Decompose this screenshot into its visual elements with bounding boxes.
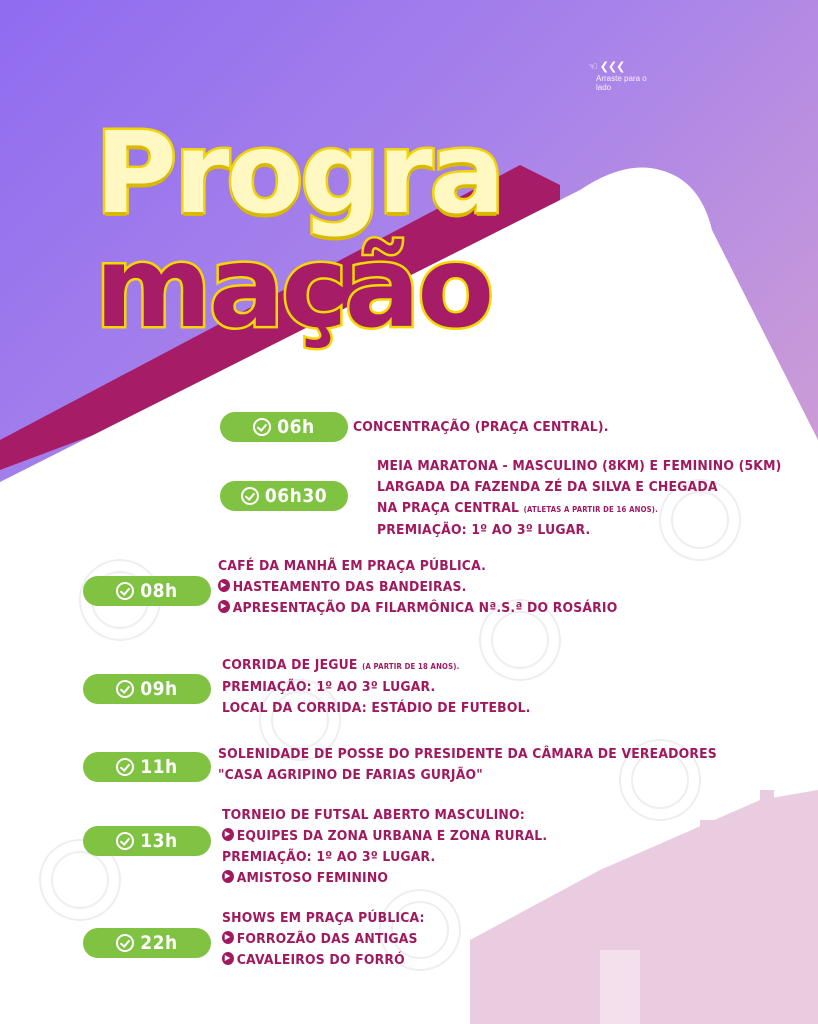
schedule-line: CORRIDA DE JEGUE (A PARTIR DE 18 ANOS). — [222, 657, 460, 673]
schedule-item-22h — [222, 908, 425, 971]
arrow-right-icon — [222, 870, 234, 883]
schedule-line: HASTEAMENTO DAS BANDEIRAS. — [218, 577, 617, 598]
time-badge: 06h — [220, 412, 348, 442]
schedule-line: LARGADA DA FAZENDA ZÉ DA SILVA E CHEGADA — [377, 479, 718, 495]
schedule-line: FORROZÃO DAS ANTIGAS — [222, 929, 425, 950]
arrow-right-icon — [222, 952, 234, 965]
title-line-2: mação — [95, 223, 492, 353]
swipe-hint-text: Arraste para o lado — [596, 74, 647, 92]
schedule-item-08h — [218, 556, 617, 619]
schedule-line: PREMIAÇÃO: 1º AO 3º LUGAR. — [222, 849, 436, 865]
schedule-line: "CASA AGRIPINO DE FARIAS GURJÃO" — [218, 767, 483, 783]
hand-swipe-icon: ☜ ❮❮❮ — [588, 60, 625, 73]
clock-check-icon — [116, 832, 134, 850]
schedule-line: SHOWS EM PRAÇA PÚBLICA: — [222, 910, 425, 926]
schedule-line: CAFÉ DA MANHÃ EM PRAÇA PÚBLICA. — [218, 558, 487, 574]
schedule-item-06h — [353, 417, 609, 438]
time-badge: 08h — [83, 576, 211, 606]
time-badge: 11h — [83, 752, 211, 782]
arrow-right-icon — [218, 579, 230, 592]
schedule-line: TORNEIO DE FUTSAL ABERTO MASCULINO: — [222, 807, 525, 823]
arrow-right-icon — [222, 828, 234, 841]
age-note: (A PARTIR DE 18 ANOS). — [362, 662, 460, 671]
schedule-line: CAVALEIROS DO FORRÓ — [222, 950, 425, 971]
clock-check-icon — [253, 418, 271, 436]
schedule-item-11h — [218, 744, 717, 786]
schedule-line: AMISTOSO FEMININO — [222, 868, 547, 889]
age-note: (ATLETAS A PARTIR DE 16 ANOS). — [523, 505, 658, 514]
time-badge: 13h — [83, 826, 211, 856]
clock-check-icon — [116, 758, 134, 776]
time-badge: 06h30 — [220, 481, 348, 511]
schedule-line: PREMIAÇÃO: 1º AO 3º LUGAR. — [222, 679, 436, 695]
schedule-line: SOLENIDADE DE POSSE DO PRESIDENTE DA CÂMARA DE VEREADORES — [218, 746, 717, 762]
time-badge: 22h — [83, 928, 211, 958]
arrow-right-icon — [218, 600, 230, 613]
clock-check-icon — [116, 680, 134, 698]
title-line-1: Progra — [95, 109, 503, 239]
schedule-item-06h30 — [377, 456, 782, 541]
clock-check-icon — [116, 934, 134, 952]
swipe-hint — [588, 60, 658, 100]
schedule-line: APRESENTAÇÃO DA FILARMÔNICA Nª.S.ª DO ROSÁRIO — [218, 598, 617, 619]
arrow-right-icon — [222, 931, 234, 944]
time-badge: 09h — [83, 674, 211, 704]
schedule-item-09h — [222, 655, 531, 719]
schedule-line: NA PRAÇA CENTRAL (ATLETAS A PARTIR DE 16 ANOS). — [377, 500, 658, 516]
schedule-line: CONCENTRAÇÃO (PRAÇA CENTRAL). — [353, 419, 609, 435]
schedule-line: PREMIAÇÃO: 1º AO 3º LUGAR. — [377, 522, 591, 538]
schedule-line: MEIA MARATONA - MASCULINO (8KM) E FEMININO (5KM) — [377, 458, 782, 474]
clock-check-icon — [241, 487, 259, 505]
schedule-item-13h — [222, 805, 547, 889]
schedule-line: LOCAL DA CORRIDA: ESTÁDIO DE FUTEBOL. — [222, 700, 531, 716]
schedule-line: EQUIPES DA ZONA URBANA E ZONA RURAL. — [222, 826, 547, 847]
clock-check-icon — [116, 582, 134, 600]
